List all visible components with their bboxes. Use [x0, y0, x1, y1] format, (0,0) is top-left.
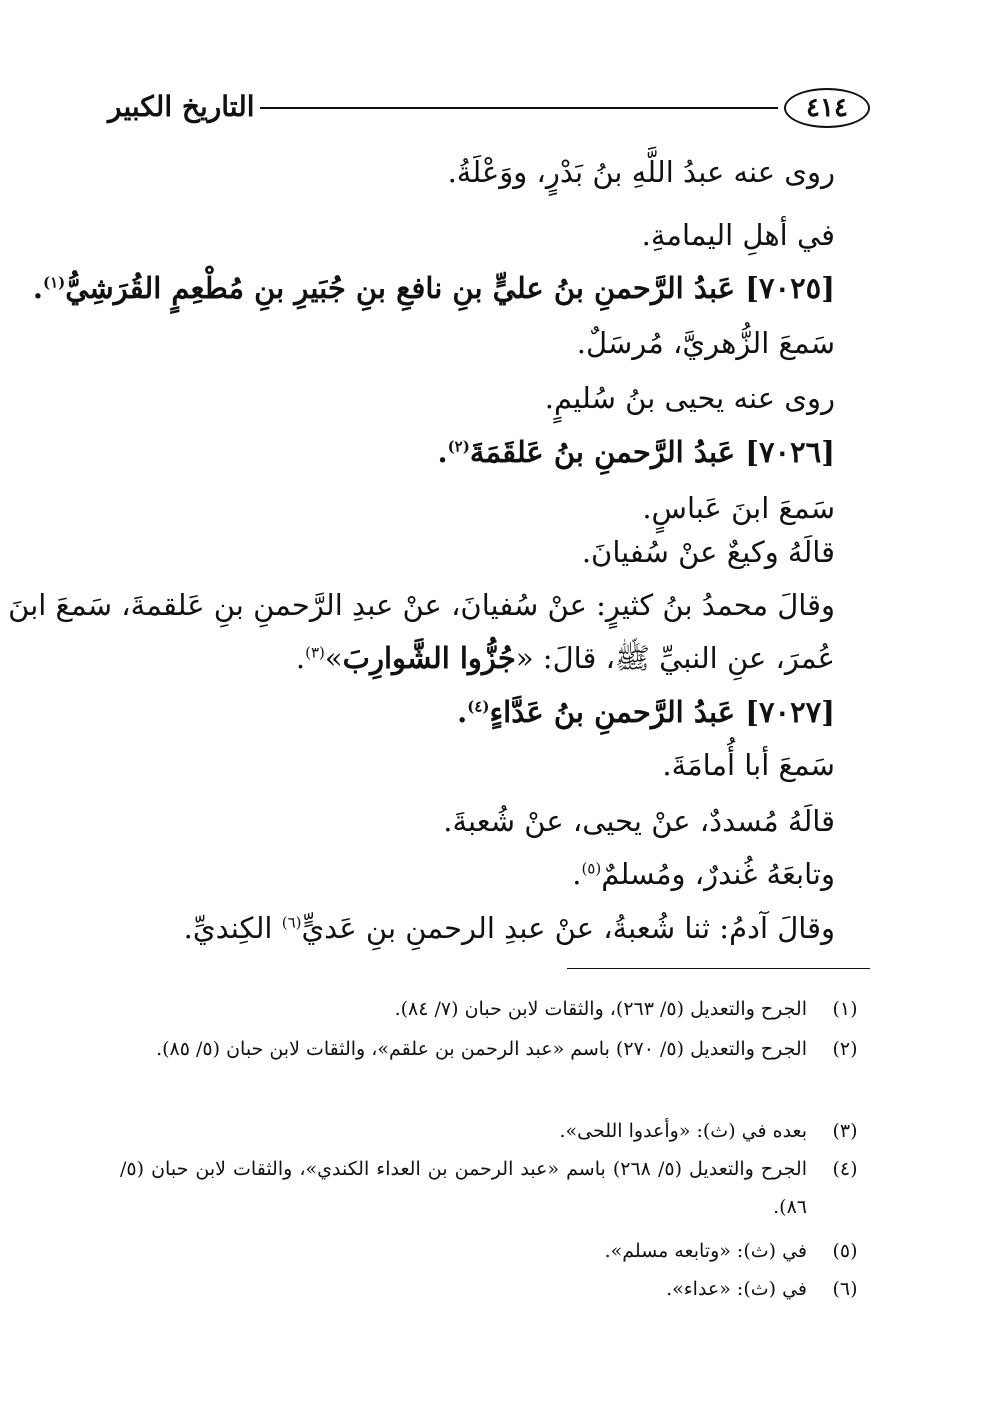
page-header — [100, 86, 870, 134]
entry-heading-7026: [٧٠٢٦] عَبدُ الرَّحمنِ بنُ عَلقَمَةَ$^{(٢)}$. — [437, 435, 835, 469]
entry-name: عَبدُ الرَّحمنِ بنُ عَلقَمَةَ — [469, 435, 736, 469]
book-title: التاريخ الكبير — [108, 90, 255, 123]
hadith-quote: جُزُّوا الشَّوارِبَ — [342, 641, 516, 675]
text-line: سَمعَ الزُّهريَّ، مُرسَلٌ. — [576, 326, 835, 360]
page-number-badge: ٤١٤ — [784, 88, 870, 128]
text-line: سَمعَ ابنَ عَباسٍ. — [642, 491, 835, 525]
footnote-3 — [120, 1112, 865, 1150]
header-rule — [260, 107, 778, 109]
footnote-number: (٥) — [832, 1240, 858, 1262]
footnote-number: (٢) — [832, 1038, 858, 1060]
footnote-1 — [120, 990, 865, 1028]
footnote-number: (٦) — [832, 1278, 858, 1300]
footnote-6 — [120, 1270, 865, 1308]
footnote-text: الجرح والتعديل (٥/ ٢٦٣)، والثقات لابن حبان (٧/ ٨٤). — [394, 998, 807, 1020]
text-line-hadith: عُمرَ، عنِ النبيِّ ﷺ، قالَ: «جُزُّوا الشَّوارِبَ»$^{(٣)}$. — [295, 641, 835, 675]
text-line: قالَهُ مُسددٌ، عنْ يحيى، عنْ شُعبةَ. — [443, 804, 835, 838]
footnote-ref: (٤) — [467, 697, 490, 716]
text-line: قالَهُ وكيعٌ عنْ سُفيانَ. — [581, 535, 835, 569]
entry-heading-7027: [٧٠٢٧] عَبدُ الرَّحمنِ بنُ عَدَّاءٍ$^{(٤)}$. — [457, 695, 835, 729]
text-line: وتابعَهُ غُندرٌ، ومُسلمٌ$^{(٥)}$. — [572, 857, 835, 891]
footnote-ref: (٥) — [581, 859, 602, 878]
footnote-ref: (٦) — [281, 913, 302, 932]
footnote-5 — [120, 1232, 865, 1270]
text-line: روى عنه يحيى بنُ سُليمٍ. — [544, 381, 835, 415]
entry-number: [٧٠٢٥] — [745, 271, 835, 305]
footnote-2 — [120, 1030, 865, 1068]
footnote-text: في (ث): «عداء». — [666, 1278, 807, 1300]
footnote-text: في (ث): «وتابعه مسلم». — [604, 1240, 807, 1262]
footnote-text: الجرح والتعديل (٥/ ٢٧٠) باسم «عبد الرحمن بن علقم»، والثقات لابن حبان (٥/ ٨٥). — [156, 1038, 807, 1060]
footnote-number: (٤) — [832, 1158, 858, 1180]
footnote-ref: (١) — [42, 273, 66, 292]
entry-name: عَبدُ الرَّحمنِ بنُ عَدَّاءٍ — [489, 695, 736, 729]
entry-number: [٧٠٢٦] — [745, 435, 835, 469]
footnote-separator — [567, 968, 870, 969]
footnote-text: بعده في (ث): «وأعدوا اللحى». — [559, 1120, 807, 1142]
text-line: سَمعَ أبا أُمامَةَ. — [662, 748, 835, 782]
text-line: في أهلِ اليمامةِ. — [641, 218, 835, 252]
footnote-4 — [120, 1150, 865, 1226]
footnote-ref: (٣) — [305, 643, 325, 662]
entry-number: [٧٠٢٧] — [745, 695, 835, 729]
entry-heading-7025: [٧٠٢٥] عَبدُ الرَّحمنِ بنُ عليٍّ بنِ نافعِ بنِ جُبَيرِ بنِ مُطْعِمٍ القُرَشِيُّ$^{(١)}$. — [32, 271, 835, 305]
entry-name: عَبدُ الرَّحمنِ بنُ عليٍّ بنِ نافعِ بنِ جُبَيرِ بنِ مُطْعِمٍ القُرَشِيُّ — [65, 271, 736, 305]
text-line: وقالَ محمدُ بنُ كثيرٍ: عنْ سُفيانَ، عنْ عبدِ الرَّحمنِ بنِ عَلقمةَ، سَمعَ ابنَ — [8, 588, 835, 622]
footnote-number: (١) — [832, 998, 858, 1020]
text-line: وقالَ آدمُ: ثنا شُعبةُ، عنْ عبدِ الرحمنِ بنِ عَديٍّ$^{(٦)}$ الكِنديِّ. — [183, 911, 835, 945]
footnote-text: الجرح والتعديل (٥/ ٢٦٨) باسم «عبد الرحمن بن العداء الكندي»، والثقات لابن حبان (٥/ ٨٦). — [120, 1158, 807, 1218]
text-line: روى عنه عبدُ اللَّهِ بنُ بَدْرٍ، ووَعْلَةُ. — [447, 155, 835, 189]
footnote-ref: (٢) — [447, 437, 470, 456]
footnote-number: (٣) — [832, 1120, 858, 1142]
